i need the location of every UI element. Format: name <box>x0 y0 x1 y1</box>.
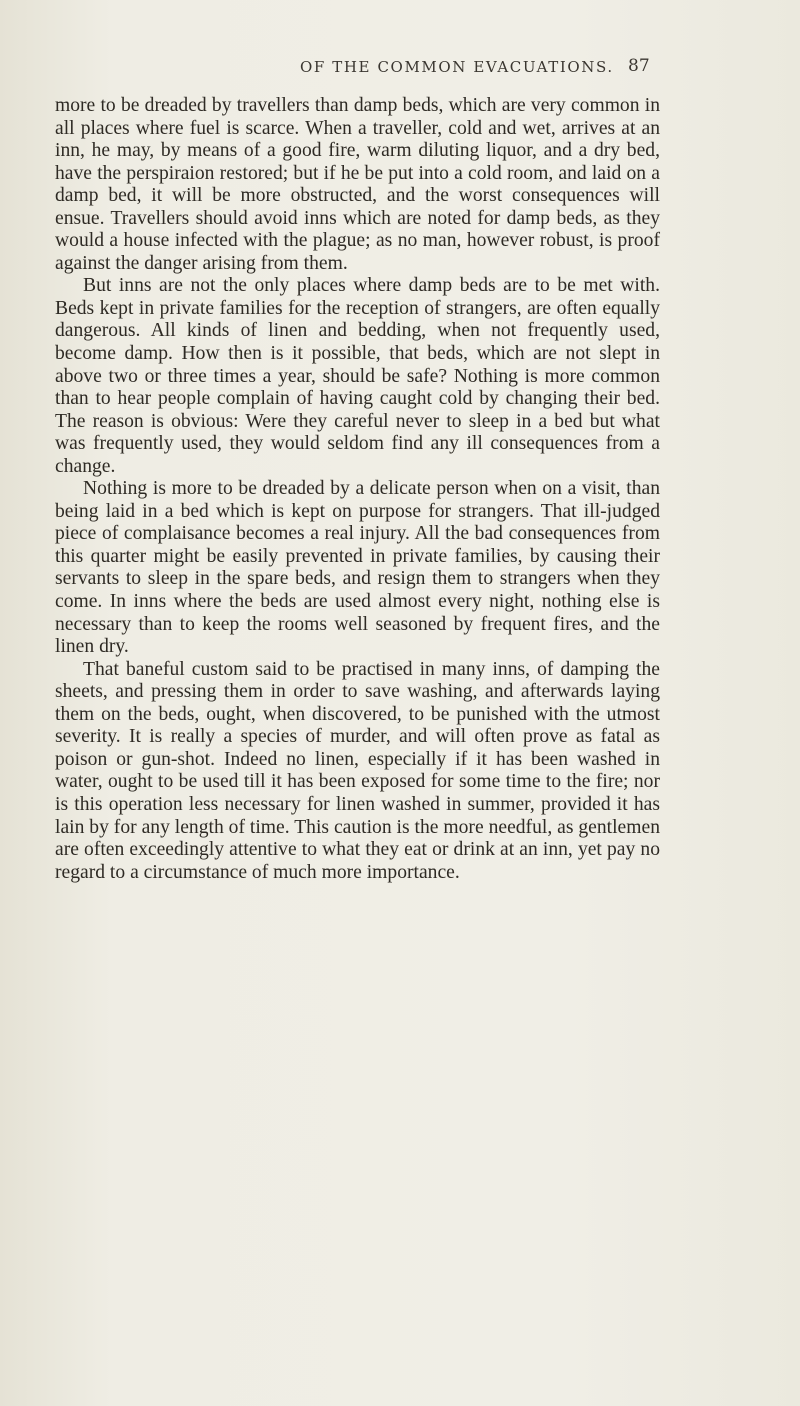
running-head: OF THE COMMON EVACUATIONS. <box>300 58 614 76</box>
paragraph-4: That baneful custom said to be practised in many inns, of damping the sheets, and pressing them in order to save washing, and afterwards laying them on the beds, ought, when discovered, to be punished with the utmost severity. It is really a species of murder, and will often prove as fatal as poison or gun-shot. Indeed no linen, especially if it has been washed in water, ought to be used till it has been exposed for some time to the fire; nor is this operation less necessary for linen washed in summer, provided it has lain by for any length of time. This caution is the more needful, as gentlemen are often exceedingly attentive to what they eat or drink at an inn, yet pay no regard to a circumstance of much more importance. <box>55 658 660 883</box>
paragraph-2: But inns are not the only places where damp beds are to be met with. Beds kept in private families for the reception of strangers, are often equally dangerous. All kinds of linen and bedding, when not frequently used, become damp. How then is it possible, that beds, which are not slept in above two or three times a year, should be safe? Nothing is more common than to hear people complain of having caught cold by changing their bed. The reason is obvious: Were they careful never to sleep in a bed but what was frequently used, they would seldom find any ill consequences from a change. <box>55 275 660 477</box>
page-header <box>0 58 800 88</box>
body-text <box>55 95 660 884</box>
paragraph-3: Nothing is more to be dreaded by a delicate person when on a visit, than being laid in a bed which is kept on purpose for strangers. That ill-judged piece of complaisance becomes a real injury. All the bad consequences from this quarter might be easily prevented in private families, by causing their servants to sleep in the spare beds, and resign them to strangers when they come. In inns where the beds are used almost every night, nothing else is necessary than to keep the rooms well seasoned by frequent fires, and the linen dry. <box>55 478 660 658</box>
paragraph-1: more to be dreaded by travellers than damp beds, which are very common in all places where fuel is scarce. When a traveller, cold and wet, arrives at an inn, he may, by means of a good fire, warm diluting liquor, and a dry bed, have the perspiraion restored; but if he be put into a cold room, and laid on a damp bed, it will be more obstructed, and the worst consequences will ensue. Travellers should avoid inns which are noted for damp beds, as they would a house infected with the plague; as no man, however robust, is proof against the danger arising from them. <box>55 95 660 274</box>
page-number: 87 <box>628 56 650 76</box>
